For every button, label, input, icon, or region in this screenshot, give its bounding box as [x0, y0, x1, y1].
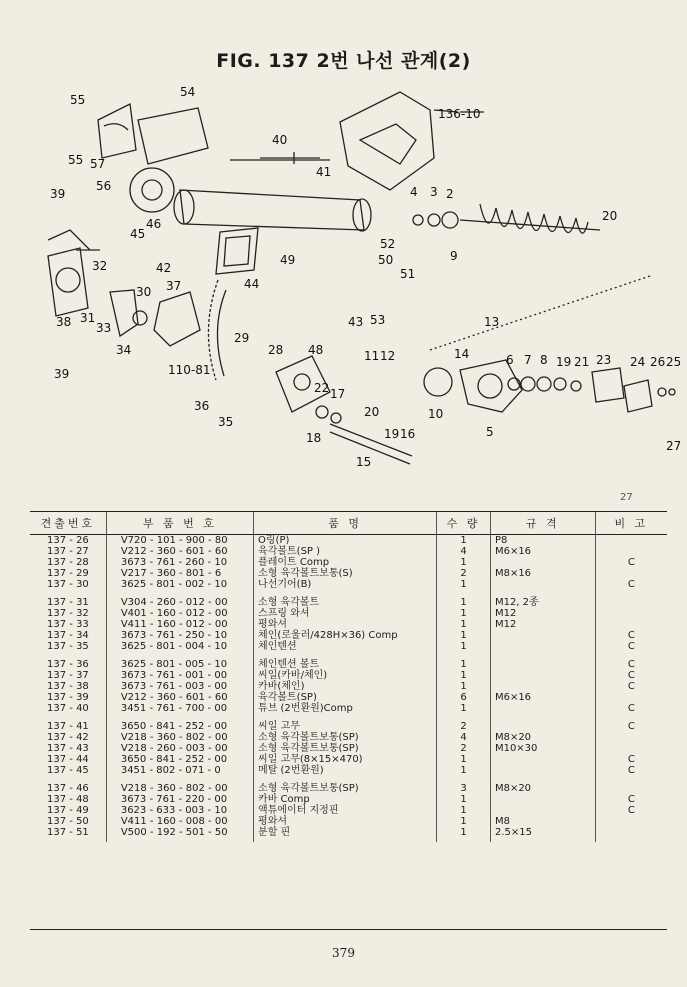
- cell-qty: 2: [437, 743, 491, 754]
- table-row: [30, 557, 667, 568]
- cell-no: 137 - 42: [47, 732, 89, 743]
- table-row: [30, 652, 667, 670]
- cell-qty: 1: [437, 652, 491, 670]
- callout-label: 44: [244, 277, 260, 291]
- callout-label: 43: [348, 315, 364, 329]
- header-no: 견출번호: [30, 512, 106, 535]
- parts-table: [30, 511, 667, 842]
- cell-part-number: 3673 - 761 - 220 - 00: [106, 794, 253, 805]
- cell-qty: 1: [437, 641, 491, 652]
- callout-label: 19: [384, 427, 400, 441]
- cell-name: 나선기어(B): [254, 579, 437, 590]
- cell-part-number: 3650 - 841 - 252 - 00: [106, 754, 253, 765]
- callout-label: 16: [400, 427, 416, 441]
- header-name: 품 명: [254, 512, 437, 535]
- cell-name: 평와셔: [254, 619, 437, 630]
- cell-qty: 1: [437, 608, 491, 619]
- exploded-parts-diagram: [30, 80, 680, 500]
- callout-label: 12: [380, 349, 396, 363]
- cell-spec: [490, 641, 595, 652]
- callout-label: 25: [666, 355, 680, 369]
- cell-qty: 1: [437, 805, 491, 816]
- cell-remarks: C: [595, 652, 667, 670]
- cell-name: 카바 Comp: [254, 794, 437, 805]
- cell-no: 137 - 44: [47, 754, 89, 765]
- callout-label: 24: [630, 355, 646, 369]
- cell-spec: [490, 557, 595, 568]
- cell-qty: 1: [437, 754, 491, 765]
- cell-name: 카바(체인): [254, 681, 437, 692]
- cell-name: 씨일(카바/체인): [254, 670, 437, 681]
- cell-remarks: C: [595, 579, 667, 590]
- cell-qty: 1: [437, 557, 491, 568]
- table-row: [30, 590, 667, 608]
- cell-qty: 1: [437, 765, 491, 776]
- callout-label: 51: [400, 267, 416, 281]
- cell-remarks: [595, 608, 667, 619]
- header-qty: 수 량: [437, 512, 491, 535]
- callout-label: 22: [314, 381, 330, 395]
- cell-qty: 4: [437, 546, 491, 557]
- cell-remarks: C: [595, 630, 667, 641]
- callout-label: 53: [370, 313, 386, 327]
- cell-spec: [490, 765, 595, 776]
- cell-spec: M8×20: [490, 732, 595, 743]
- callout-label: 14: [454, 347, 470, 361]
- cell-no: 137 - 38: [47, 681, 89, 692]
- cell-remarks: C: [595, 754, 667, 765]
- callout-label: 34: [116, 343, 132, 357]
- table-row: [30, 794, 667, 805]
- cell-name: O링(P): [254, 535, 437, 547]
- callout-label: 20: [602, 209, 618, 223]
- callout-label: 55: [70, 93, 86, 107]
- cell-name: 액튜에이터 지정핀: [254, 805, 437, 816]
- callout-label: 50: [378, 253, 394, 267]
- cell-remarks: C: [595, 670, 667, 681]
- cell-part-number: 3625 - 801 - 004 - 10: [106, 641, 253, 652]
- cell-qty: 1: [437, 579, 491, 590]
- cell-remarks: [595, 619, 667, 630]
- cell-no: 137 - 37: [47, 670, 89, 681]
- callout-label: 48: [308, 343, 324, 357]
- callout-label: 45: [130, 227, 146, 241]
- header-spec: 규 격: [490, 512, 595, 535]
- table-row: [30, 681, 667, 692]
- cell-qty: 1: [437, 794, 491, 805]
- table-bottom-rule: [30, 929, 667, 930]
- callout-label: 37: [166, 279, 182, 293]
- cell-no: 137 - 32: [47, 608, 89, 619]
- cell-name: 소형 육각볼트보통(SP): [254, 743, 437, 754]
- cell-remarks: [595, 546, 667, 557]
- table-row: [30, 608, 667, 619]
- callout-label: 31: [80, 311, 96, 325]
- callout-label: 9: [450, 249, 458, 263]
- cell-name: 체인텐션 볼트: [254, 652, 437, 670]
- cell-part-number: 3625 - 801 - 005 - 10: [106, 652, 253, 670]
- table-row: [30, 816, 667, 827]
- cell-no: 137 - 48: [47, 794, 89, 805]
- table-row: [30, 703, 667, 714]
- cell-name: 체인텐션: [254, 641, 437, 652]
- callout-label: 23: [596, 353, 612, 367]
- cell-no: 137 - 34: [47, 630, 89, 641]
- cell-qty: 1: [437, 590, 491, 608]
- cell-spec: M8×20: [490, 776, 595, 794]
- callout-label: 27: [666, 439, 680, 453]
- cell-spec: [490, 703, 595, 714]
- table-row: [30, 732, 667, 743]
- callout-label: 18: [306, 431, 322, 445]
- cell-part-number: V401 - 160 - 012 - 00: [106, 608, 253, 619]
- cell-no: 137 - 28: [47, 557, 89, 568]
- table-row: [30, 546, 667, 557]
- cell-spec: M12: [490, 619, 595, 630]
- table-row: [30, 641, 667, 652]
- table-row: [30, 805, 667, 816]
- cell-remarks: [595, 743, 667, 754]
- cell-no: 137 - 36: [47, 659, 89, 670]
- cell-part-number: V720 - 101 - 900 - 80: [106, 535, 253, 547]
- header-part-number: 부 품 번 호: [106, 512, 253, 535]
- cell-no: 137 - 27: [47, 546, 89, 557]
- cell-qty: 1: [437, 816, 491, 827]
- cell-part-number: V500 - 192 - 501 - 50: [106, 827, 253, 842]
- cell-no: 137 - 49: [47, 805, 89, 816]
- cell-remarks: [595, 732, 667, 743]
- cell-no: 137 - 41: [47, 721, 89, 732]
- callout-label: 39: [50, 187, 66, 201]
- table-row: [30, 670, 667, 681]
- callout-label: 30: [136, 285, 152, 299]
- cell-no: 137 - 35: [47, 641, 89, 652]
- table-header-row: [30, 512, 667, 535]
- cell-name: 소형 육각볼트보통(SP): [254, 776, 437, 794]
- cell-spec: [490, 805, 595, 816]
- callout-label: 35: [218, 415, 234, 429]
- callout-label: 56: [96, 179, 112, 193]
- diagram-drawing: [30, 80, 680, 500]
- cell-spec: P8: [490, 535, 595, 547]
- cell-part-number: 3625 - 801 - 002 - 10: [106, 579, 253, 590]
- callout-label: 38: [56, 315, 72, 329]
- cell-name: 메탈 (2번환원): [254, 765, 437, 776]
- callout-label: 57: [90, 157, 106, 171]
- cell-spec: M12: [490, 608, 595, 619]
- cell-remarks: C: [595, 703, 667, 714]
- cell-qty: 1: [437, 681, 491, 692]
- cell-name: 플레이트 Comp: [254, 557, 437, 568]
- callout-label: 41: [316, 165, 332, 179]
- cell-name: 소형 육각볼트보통(S): [254, 568, 437, 579]
- cell-part-number: 3623 - 633 - 003 - 10: [106, 805, 253, 816]
- callout-label: 42: [156, 261, 172, 275]
- cell-remarks: C: [595, 641, 667, 652]
- cell-part-number: V304 - 260 - 012 - 00: [106, 590, 253, 608]
- callout-label: 46: [146, 217, 162, 231]
- callout-label: 110-81: [168, 363, 211, 377]
- cell-part-number: 3673 - 761 - 260 - 10: [106, 557, 253, 568]
- callout-label: 32: [92, 259, 108, 273]
- table-row: [30, 743, 667, 754]
- cell-name: 육각볼트(SP): [254, 692, 437, 703]
- cell-spec: [490, 670, 595, 681]
- cell-part-number: 3673 - 761 - 001 - 00: [106, 670, 253, 681]
- callout-label: 6: [506, 353, 514, 367]
- cell-no: 137 - 50: [47, 816, 89, 827]
- cell-part-number: 3650 - 841 - 252 - 00: [106, 714, 253, 732]
- callout-label: 39: [54, 367, 70, 381]
- cell-name: 씨일 고무(8×15×470): [254, 754, 437, 765]
- callout-label: 4: [410, 185, 418, 199]
- cell-spec: M6×16: [490, 692, 595, 703]
- callout-label: 33: [96, 321, 112, 335]
- cell-spec: M10×30: [490, 743, 595, 754]
- cell-part-number: V411 - 160 - 008 - 00: [106, 816, 253, 827]
- cell-remarks: C: [595, 794, 667, 805]
- cell-no: 137 - 46: [47, 783, 89, 794]
- callout-label: 52: [380, 237, 396, 251]
- cell-part-number: V218 - 360 - 802 - 00: [106, 732, 253, 743]
- cell-qty: 1: [437, 670, 491, 681]
- cell-qty: 2: [437, 714, 491, 732]
- callout-label: 13: [484, 315, 500, 329]
- callout-label: 136-10: [438, 107, 481, 121]
- cell-part-number: V218 - 260 - 003 - 00: [106, 743, 253, 754]
- cell-qty: 4: [437, 732, 491, 743]
- callout-label: 5: [486, 425, 494, 439]
- callout-label: 2: [446, 187, 454, 201]
- cell-no: 137 - 33: [47, 619, 89, 630]
- cell-spec: [490, 794, 595, 805]
- cell-qty: 6: [437, 692, 491, 703]
- cell-spec: M8: [490, 816, 595, 827]
- cell-no: 137 - 51: [47, 827, 89, 838]
- cell-qty: 1: [437, 535, 491, 547]
- cell-spec: [490, 652, 595, 670]
- callout-label: 36: [194, 399, 210, 413]
- callout-label: 11: [364, 349, 380, 363]
- table-row: [30, 765, 667, 776]
- cell-part-number: V212 - 360 - 601 - 60: [106, 692, 253, 703]
- figure-title: FIG. 137 2번 나선 관계(2): [216, 50, 471, 72]
- cell-qty: 3: [437, 776, 491, 794]
- cell-name: 육각볼트(SP ): [254, 546, 437, 557]
- cell-name: 소형 육각볼트: [254, 590, 437, 608]
- cell-part-number: V411 - 160 - 012 - 00: [106, 619, 253, 630]
- cell-name: 튜브 (2번환원)Comp: [254, 703, 437, 714]
- cell-remarks: [595, 776, 667, 794]
- callout-label: 26: [650, 355, 666, 369]
- cell-qty: 1: [437, 619, 491, 630]
- cell-remarks: [595, 535, 667, 547]
- cell-remarks: [595, 590, 667, 608]
- cell-spec: [490, 579, 595, 590]
- callout-label: 49: [280, 253, 296, 267]
- cell-spec: [490, 681, 595, 692]
- cell-no: 137 - 39: [47, 692, 89, 703]
- cell-part-number: 3451 - 761 - 700 - 00: [106, 703, 253, 714]
- corner-note: 27: [620, 492, 633, 503]
- table-row: [30, 619, 667, 630]
- cell-part-number: V212 - 360 - 601 - 60: [106, 546, 253, 557]
- cell-spec: [490, 714, 595, 732]
- cell-part-number: V218 - 360 - 802 - 00: [106, 776, 253, 794]
- callout-label: 17: [330, 387, 346, 401]
- cell-remarks: C: [595, 557, 667, 568]
- cell-remarks: C: [595, 765, 667, 776]
- cell-spec: M6×16: [490, 546, 595, 557]
- cell-spec: M12, 2종: [490, 590, 595, 608]
- cell-name: 평와셔: [254, 816, 437, 827]
- callout-label: 54: [180, 85, 196, 99]
- cell-qty: 1: [437, 827, 491, 842]
- cell-remarks: C: [595, 681, 667, 692]
- table-row: [30, 568, 667, 579]
- header-remarks: 비 고: [595, 512, 667, 535]
- cell-part-number: V217 - 360 - 801 - 6: [106, 568, 253, 579]
- cell-no: 137 - 31: [47, 597, 89, 608]
- table-row: [30, 535, 667, 547]
- table-row: [30, 630, 667, 641]
- table-row: [30, 827, 667, 842]
- table-row: [30, 776, 667, 794]
- cell-qty: 1: [437, 630, 491, 641]
- cell-name: 체인(로울러/428H×36) Comp: [254, 630, 437, 641]
- cell-remarks: [595, 568, 667, 579]
- cell-no: 137 - 26: [47, 535, 89, 546]
- callout-label: 40: [272, 133, 288, 147]
- callout-label: 8: [540, 353, 548, 367]
- callout-label: 3: [430, 185, 438, 199]
- cell-remarks: C: [595, 805, 667, 816]
- callout-label: 15: [356, 455, 372, 469]
- cell-no: 137 - 40: [47, 703, 89, 714]
- callout-label: 10: [428, 407, 444, 421]
- cell-part-number: 3673 - 761 - 250 - 10: [106, 630, 253, 641]
- cell-spec: 2.5×15: [490, 827, 595, 842]
- cell-qty: 1: [437, 703, 491, 714]
- cell-remarks: C: [595, 714, 667, 732]
- callout-label: 55: [68, 153, 84, 167]
- cell-no: 137 - 29: [47, 568, 89, 579]
- cell-spec: [490, 754, 595, 765]
- cell-part-number: 3451 - 802 - 071 - 0: [106, 765, 253, 776]
- cell-no: 137 - 43: [47, 743, 89, 754]
- table-row: [30, 692, 667, 703]
- cell-spec: [490, 630, 595, 641]
- callout-label: 21: [574, 355, 590, 369]
- cell-spec: M8×16: [490, 568, 595, 579]
- cell-name: 분할 핀: [254, 827, 437, 842]
- callout-label: 19: [556, 355, 572, 369]
- table-row: [30, 714, 667, 732]
- cell-qty: 2: [437, 568, 491, 579]
- table-row: [30, 754, 667, 765]
- cell-no: 137 - 30: [47, 579, 89, 590]
- cell-remarks: [595, 816, 667, 827]
- cell-name: 소형 육각볼트보통(SP): [254, 732, 437, 743]
- callout-label: 7: [524, 353, 532, 367]
- cell-name: 스프링 와셔: [254, 608, 437, 619]
- table-row: [30, 579, 667, 590]
- callout-label: 29: [234, 331, 250, 345]
- cell-part-number: 3673 - 761 - 003 - 00: [106, 681, 253, 692]
- cell-no: 137 - 45: [47, 765, 89, 776]
- cell-remarks: [595, 827, 667, 842]
- parts-table-body: [30, 535, 667, 843]
- cell-remarks: [595, 692, 667, 703]
- callout-label: 20: [364, 405, 380, 419]
- cell-name: 씨일 고무: [254, 714, 437, 732]
- callout-label: 28: [268, 343, 284, 357]
- page-number: 379: [332, 946, 355, 960]
